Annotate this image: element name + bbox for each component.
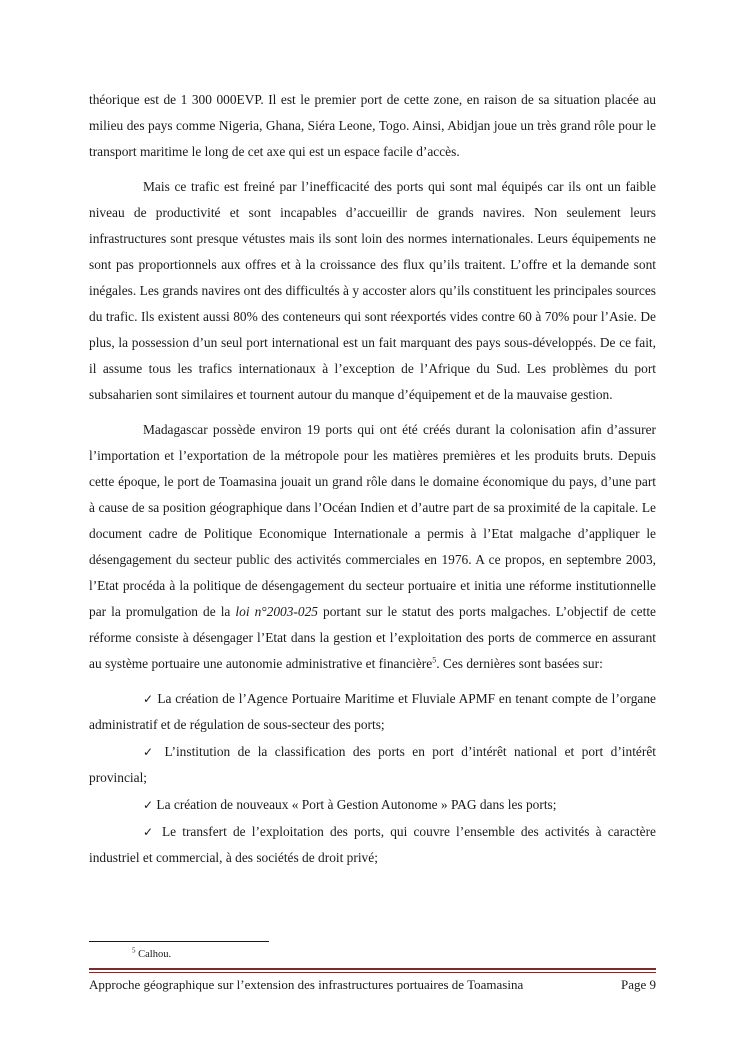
checklist-item-text: Le transfert de l’exploitation des ports, qui couvre l’ensemble des activités à caractère industriel et commercial, à des sociétés de droit privé; [89, 824, 657, 865]
paragraph-2: Mais ce trafic est freiné par l’inefficacité des ports qui sont mal équipés car ils ont un faible niveau de productivité et sont incapables d’accueillir de grands navires. Non seulement leurs infrastructures sont presque vétustes mais ils sont loin des normes internationales. Leurs équipements ne sont pas proportionnels aux offres et à la croissance des flux qu’ils traitent. L’offre et la demande sont inégales. Les grands navires ont des difficultés à y accoster alors qu’ils constituent les principales sources du trafic. Ils existent aussi 80% des conteneurs qui sont réexportés vides contre 60 à 70% pour l’Asie. De plus, la possession d’un seul port international est un fait marquant des pays sous-développés. De ce fait, il assume tous les trafics internationaux à l’exception de l’Afrique du Sud. Les problèmes du port subsaharien sont similaires et tournent autour du manque d’équipement et de la mauvaise gestion. [89, 179, 656, 402]
checklist-item-text: La création de nouveaux « Port à Gestion Autonome » PAG dans les ports; [156, 797, 557, 812]
paragraph-3-text-a: Madagascar possède environ 19 ports qui ont été créés durant la colonisation afin d’assurer l’importation et l’exportation de la métropole pour les matières premières et les produits bruts. Depuis cette époque, le port de Toamasina jouait un grand rôle dans le domaine économique du pays, d’une part à cause de sa position géographique dans l’Océan Indien et d’autre part de sa proximité de la capitale. Le document cadre de Politique Economique Internationale a permis à l’Etat malgache d’appliquer le désengagement du secteur public des activités commerciales en 1976. A ce propos, en septembre 2003, l’Etat procéda à la politique de désengagement du secteur portuaire et initia une réforme institutionnelle par la promulgation de la [89, 422, 656, 619]
checklist-item-text: La création de l’Agence Portuaire Maritime et Fluviale APMF en tenant compte de l’organe administratif et de régulation de sous-secteur des ports; [89, 691, 656, 732]
footnote [132, 948, 171, 962]
checklist-item-text: L’institution de la classification des ports en port d’intérêt national et port d’intérêt provincial; [89, 744, 656, 785]
checkmark-icon: ✓ [143, 692, 154, 706]
footnote-ref: 5 [432, 655, 437, 665]
footnote-divider [89, 941, 269, 942]
footer-divider [89, 968, 656, 970]
footnote-text: Calhou. [138, 949, 172, 960]
checklist-item [89, 739, 656, 791]
paragraph-3-text-c: . Ces dernières sont basées sur: [436, 656, 603, 671]
page-number: Page 9 [620, 977, 656, 992]
footer-divider-thin [89, 972, 656, 973]
paragraph-1: théorique est de 1 300 000EVP. Il est le premier port de cette zone, en raison de sa situation placée au milieu des pays comme Nigeria, Ghana, Siéra Leone, Togo. Ainsi, Abidjan joue un très grand rôle pour le transport maritime le long de cet axe qui est un espace facile d’accès. [89, 92, 656, 159]
checklist-item [89, 686, 656, 738]
checkmark-icon: ✓ [143, 745, 158, 759]
page-body [89, 87, 656, 872]
footnote-number: 5 [132, 946, 136, 955]
footer-title: Approche géographique sur l’extension des infrastructures portuaires de Toamasina [89, 977, 524, 992]
paragraph-3-text-b: portant sur le statut des ports malgaches. L’objectif de cette réforme consiste à désengager l’Etat dans la gestion et l’exploitation des ports de commerce en assurant au système portuaire une autonomie administrative et financière [89, 604, 656, 671]
paragraph-3 [89, 417, 656, 677]
checkmark-icon: ✓ [143, 798, 154, 812]
checkmark-icon: ✓ [143, 825, 156, 839]
checklist-item [89, 819, 656, 871]
checklist-item [89, 792, 656, 818]
law-reference: loi n°2003-025 [235, 604, 318, 619]
